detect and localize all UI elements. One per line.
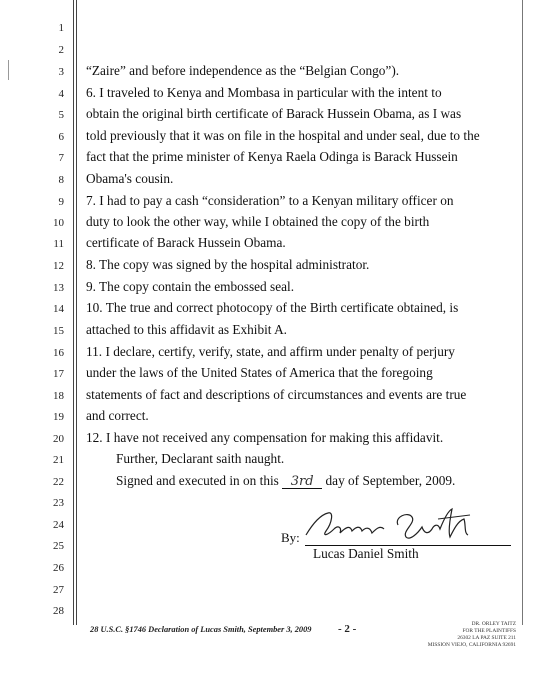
line-number: 26: [53, 562, 64, 574]
line-number: 10: [53, 217, 64, 229]
signed-executed-text: Signed and executed in on this: [116, 473, 279, 488]
footer-caption: 28 U.S.C. §1746 Declaration of Lucas Smith, September 3, 2009: [90, 625, 312, 634]
attorney-line: DR. ORLEY TAITZ: [471, 621, 516, 627]
line-number: 27: [53, 584, 64, 596]
text-line-18: statements of fact and descriptions of circumstances and events are true: [86, 387, 467, 402]
text-line-8: Obama's cousin.: [86, 171, 174, 186]
line-number: 20: [53, 433, 64, 445]
text-line-6: told previously that it was on file in the hospital and under seal, due to the: [86, 128, 480, 143]
line-number: 13: [53, 282, 64, 294]
declarant-name: Lucas Daniel Smith: [313, 546, 419, 561]
line-number: 1: [58, 22, 64, 34]
line-number: 16: [53, 347, 64, 359]
line-number: 9: [58, 196, 64, 208]
text-line-12: 8. The copy was signed by the hospital administrator.: [86, 257, 370, 272]
attorney-block: [388, 621, 516, 649]
line-number: 18: [53, 390, 64, 402]
line-number: 4: [58, 88, 64, 100]
text-line-17: under the laws of the United States of America that the foregoing: [86, 365, 433, 380]
page-number: - 2 -: [338, 623, 357, 635]
line-number: 24: [53, 519, 64, 531]
attorney-line: MISSION VIEJO, CALIFORNIA 92691: [427, 642, 516, 648]
line-number: 21: [53, 454, 64, 466]
line-number: 19: [53, 411, 64, 423]
text-line-4: 6. I traveled to Kenya and Mombasa in particular with the intent to: [86, 85, 442, 100]
text-line-13: 9. The copy contain the embossed seal.: [86, 279, 295, 294]
line-number: 7: [58, 152, 64, 164]
text-line-10: duty to look the other way, while I obtained the copy of the birth: [86, 214, 430, 229]
text-line-20: 12. I have not received any compensation for making this affidavit.: [86, 430, 444, 445]
line-number: 25: [53, 540, 64, 552]
text-line-19: and correct.: [86, 408, 149, 423]
line-number: 12: [53, 260, 64, 272]
text-line-7: fact that the prime minister of Kenya Raela Odinga is Barack Hussein: [86, 149, 458, 164]
text-line-15: attached to this affidavit as Exhibit A.: [86, 322, 288, 337]
attorney-line: 26302 LA PAZ SUITE 211: [457, 635, 516, 641]
text-line-11: certificate of Barack Hussein Obama.: [86, 235, 286, 250]
line-number: 6: [58, 131, 64, 143]
text-line-16: 11. I declare, certify, verify, state, and affirm under penalty of perjury: [86, 344, 455, 359]
line-number: 14: [53, 303, 64, 315]
line-number: 5: [58, 109, 64, 121]
line-number: 17: [53, 368, 64, 380]
left-margin-rule-inner: [76, 0, 77, 625]
text-line-14: 10. The true and correct photocopy of the Birth certificate obtained, is: [86, 300, 459, 315]
left-margin-rule: [73, 0, 74, 625]
signature-by-label: By:: [281, 530, 300, 545]
line-number: 23: [53, 497, 64, 509]
line-number: 3: [58, 66, 64, 78]
line-number: 8: [58, 174, 64, 186]
line-number: 15: [53, 325, 64, 337]
text-line-21: Further, Declarant saith naught.: [116, 451, 285, 466]
text-line-5: obtain the original birth certificate of Barack Hussein Obama, as I was: [86, 106, 462, 121]
scan-edge-mark: [8, 60, 9, 80]
signed-executed-date-tail: day of September, 2009.: [325, 473, 456, 488]
line-number: 11: [53, 238, 64, 250]
handwritten-date: 3rd: [282, 475, 322, 489]
line-number: 22: [53, 476, 64, 488]
text-line-3: “Zaire” and before independence as the “Belgian Congo”).: [86, 63, 400, 78]
right-margin-rule: [522, 0, 523, 625]
attorney-line: FOR THE PLAINTIFFS: [462, 628, 516, 634]
line-number: 28: [53, 605, 64, 617]
text-line-22: [116, 473, 455, 489]
text-line-9: 7. I had to pay a cash “consideration” to a Kenyan military officer on: [86, 193, 454, 208]
line-number: 2: [58, 44, 64, 56]
signature-scrawl: [298, 505, 498, 547]
